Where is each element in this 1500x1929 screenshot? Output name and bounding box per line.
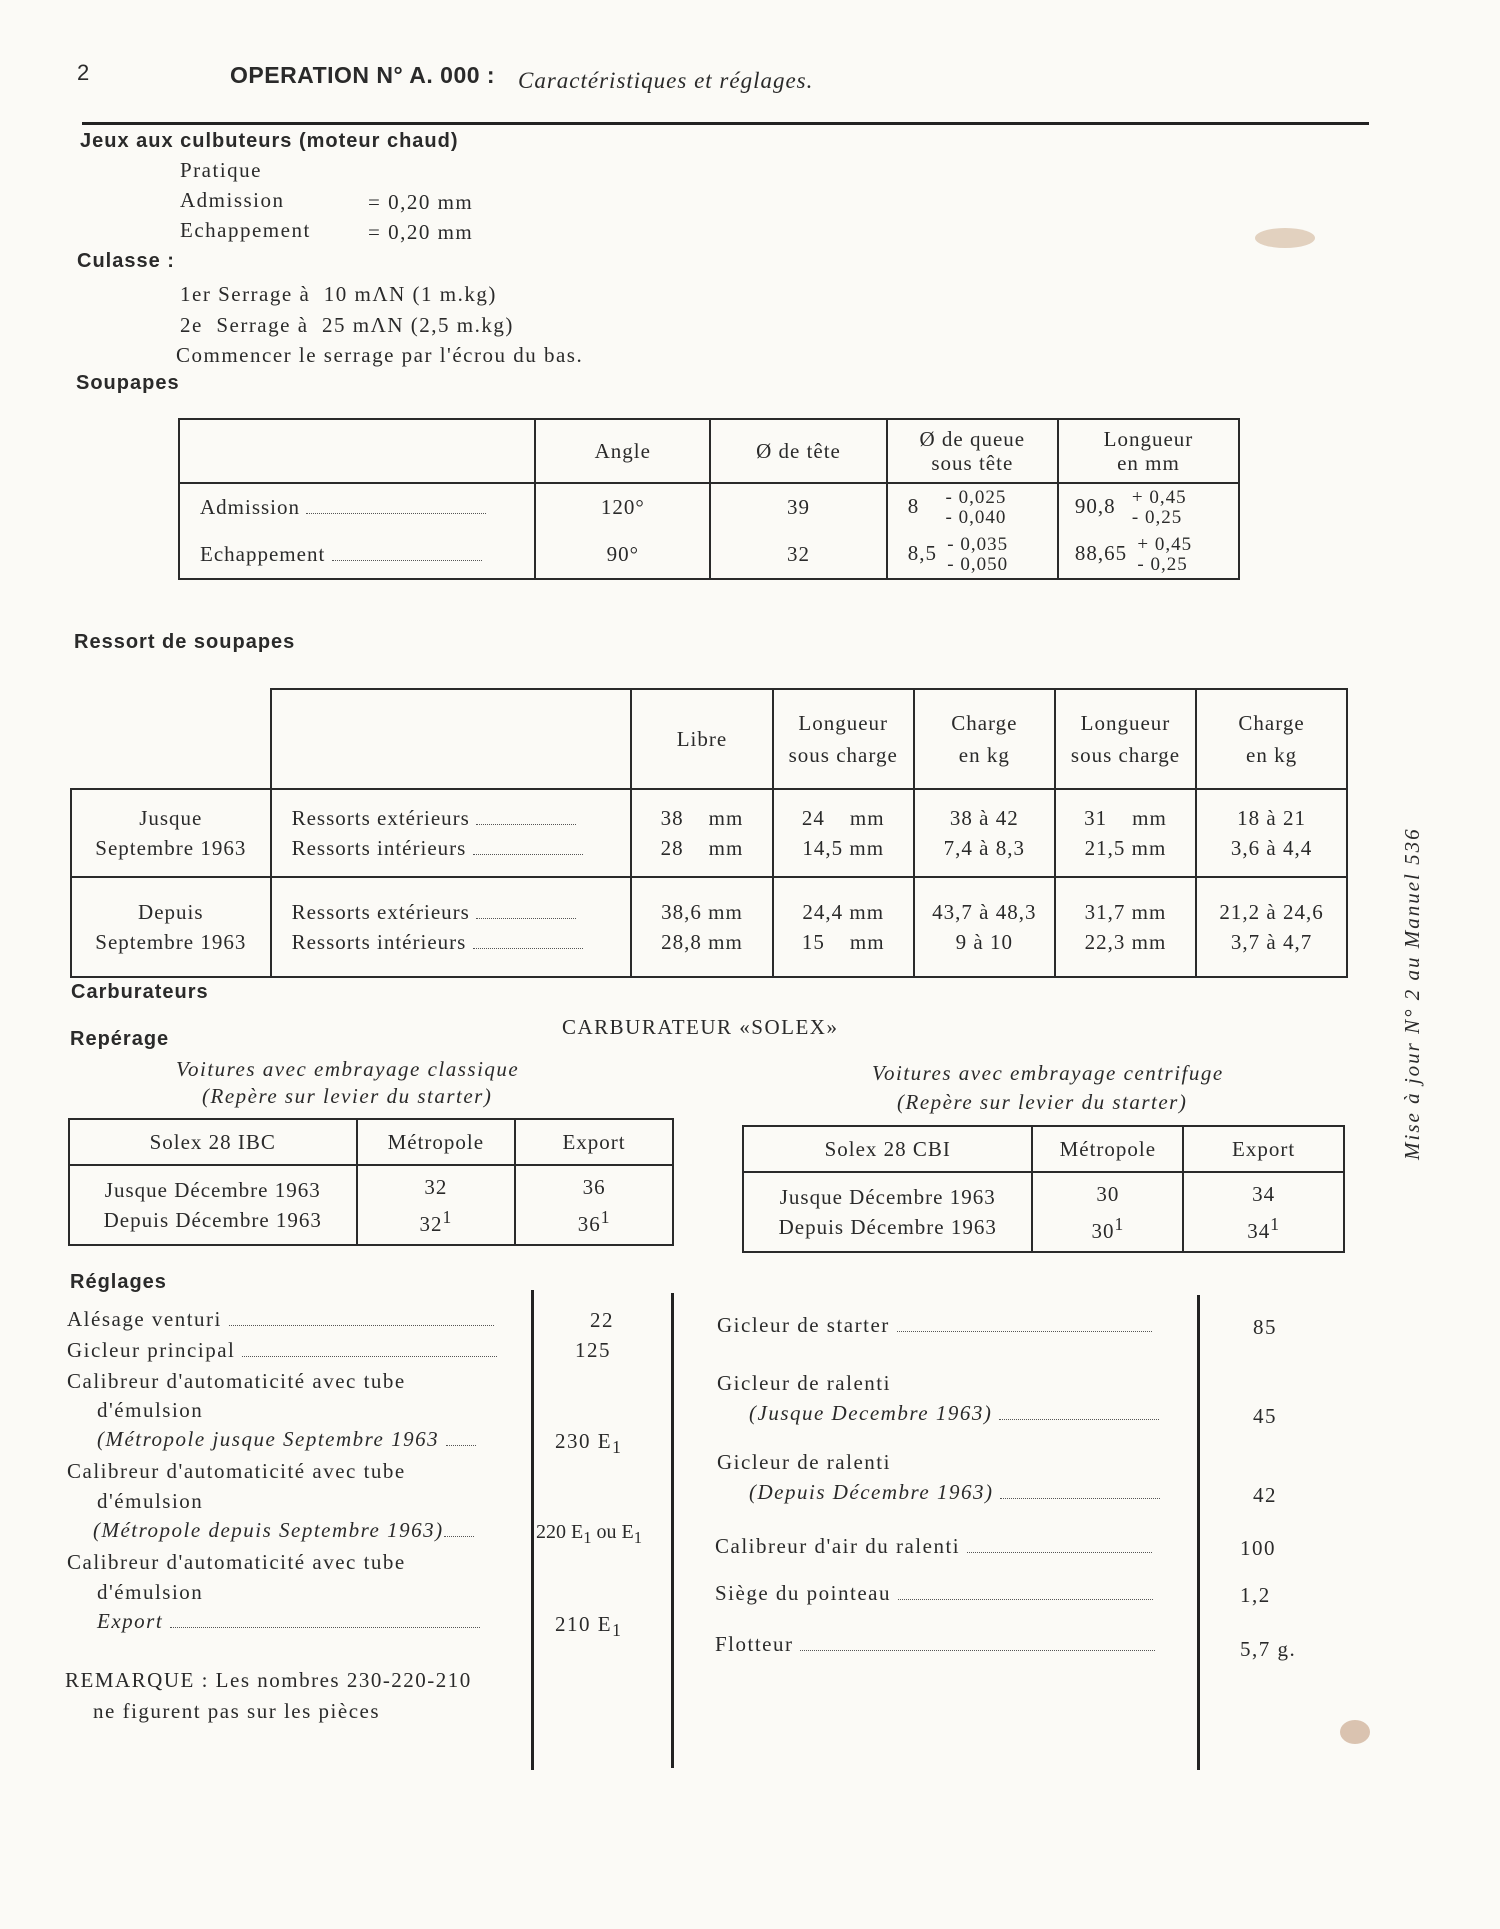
right-caption: (Repère sur levier du starter): [897, 1090, 1188, 1114]
col-header: Charge en kg: [914, 689, 1055, 789]
reglage-value: 5,7 g.: [1240, 1637, 1297, 1661]
reglage-label: (Jusque Decembre 1963): [749, 1401, 1159, 1426]
culasse-line: 1er Serrage à 10 mΛN (1 m.kg): [180, 282, 497, 306]
column-divider: [671, 1293, 674, 1768]
reglage-label: Alésage venturi: [67, 1307, 494, 1332]
ressorts-heading: Ressort de soupapes: [74, 631, 296, 653]
table-cell: Jusque Décembre 1963 Depuis Décembre 1963: [743, 1172, 1032, 1252]
column-divider: [531, 1290, 534, 1770]
col-header: Export: [515, 1119, 673, 1165]
soupapes-table: [178, 418, 1240, 580]
stain-mark: [1255, 228, 1315, 248]
admission-label: Admission: [180, 188, 285, 212]
reglage-label: Export: [97, 1609, 480, 1634]
reglage-label: Calibreur d'air du ralenti: [715, 1534, 1152, 1559]
table-cell: 34 $34^1$: [1183, 1172, 1344, 1252]
reglage-label: Flotteur: [715, 1632, 1155, 1657]
type-cell: Ressorts extérieurs Ressorts intérieurs: [271, 789, 632, 877]
header-rule: [82, 122, 1369, 125]
col-header: Charge en kg: [1196, 689, 1347, 789]
table-cell: 18 à 21 3,6 à 4,4: [1196, 789, 1347, 877]
reglage-value: 85: [1253, 1315, 1277, 1339]
table-cell: 38 à 42 7,4 à 8,3: [914, 789, 1055, 877]
table-cell: 120°: [535, 483, 710, 531]
right-caption: Voitures avec embrayage centrifuge: [872, 1061, 1224, 1085]
pratique-label: Pratique: [180, 158, 262, 182]
col-header: Ø de queue sous tête: [887, 419, 1058, 483]
culasse-line: 2e Serrage à 25 mΛN (2,5 m.kg): [180, 313, 514, 337]
solex-cbi-table: [742, 1125, 1345, 1253]
table-cell: 21,2 à 24,6 3,7 à 4,7: [1196, 877, 1347, 977]
solex-ibc-table: [68, 1118, 674, 1246]
table-cell: 36 $36^1$: [515, 1165, 673, 1245]
col-header: Longueur sous charge: [773, 689, 914, 789]
reglage-label: Gicleur de ralenti: [717, 1450, 891, 1474]
reglage-label: Calibreur d'automaticité avec tube: [67, 1369, 406, 1393]
reglage-value: 1,2: [1240, 1583, 1271, 1607]
stain-mark: [1340, 1720, 1370, 1744]
reglage-value: 230 $E_1$: [555, 1429, 623, 1458]
reglage-value: 42: [1253, 1483, 1277, 1507]
reglage-value: 220 $E_1$ ou $E_1$: [536, 1521, 643, 1547]
row-label: Echappement: [179, 531, 535, 579]
table-cell: 38 mm 28 mm: [631, 789, 772, 877]
remarque: REMARQUE : Les nombres 230-220-210: [65, 1668, 472, 1692]
reglage-label: d'émulsion: [97, 1398, 204, 1422]
culasse-heading: Culasse :: [77, 250, 175, 272]
period-cell: Jusque Septembre 1963: [71, 789, 271, 877]
reglages-heading: Réglages: [70, 1271, 167, 1293]
col-header: Ø de tête: [710, 419, 887, 483]
reperage-heading: Repérage: [70, 1028, 170, 1050]
col-header: Solex 28 IBC: [69, 1119, 357, 1165]
col-header: Longueur en mm: [1058, 419, 1239, 483]
carburateurs-heading: Carburateurs: [71, 981, 209, 1003]
reglage-value: 100: [1240, 1536, 1276, 1560]
reglage-label: Gicleur de ralenti: [717, 1371, 891, 1395]
table-cell: 31,7 mm 22,3 mm: [1055, 877, 1196, 977]
table-cell: 8 - 0,025 - 0,040: [887, 483, 1058, 531]
table-cell: 43,7 à 48,3 9 à 10: [914, 877, 1055, 977]
operation-title: OPERATION N° A. 000 :: [230, 62, 496, 88]
carburateur-title: CARBURATEUR «SOLEX»: [562, 1015, 839, 1039]
reglage-label: d'émulsion: [97, 1489, 204, 1513]
reglage-label: Gicleur principal: [67, 1338, 497, 1363]
culbuteurs-heading: Jeux aux culbuteurs (moteur chaud): [80, 130, 459, 152]
soupapes-heading: Soupapes: [76, 372, 180, 394]
col-header: Angle: [535, 419, 710, 483]
ressorts-table: [70, 688, 1348, 978]
left-caption: Voitures avec embrayage classique: [176, 1057, 520, 1081]
col-header: Export: [1183, 1126, 1344, 1172]
table-cell: 30 $30^1$: [1032, 1172, 1183, 1252]
table-cell: 38,6 mm 28,8 mm: [631, 877, 772, 977]
reglage-label: (Métropole jusque Septembre 1963: [97, 1427, 476, 1452]
reglage-label: Calibreur d'automaticité avec tube: [67, 1550, 406, 1574]
type-cell: Ressorts extérieurs Ressorts intérieurs: [271, 877, 632, 977]
table-cell: 24 mm 14,5 mm: [773, 789, 914, 877]
column-divider: [1197, 1295, 1200, 1770]
table-cell: 90°: [535, 531, 710, 579]
period-cell: Depuis Septembre 1963: [71, 877, 271, 977]
col-header: Métropole: [1032, 1126, 1183, 1172]
echappement-label: Echappement: [180, 218, 311, 242]
empty-cell: [271, 689, 632, 789]
reglage-label: (Métropole depuis Septembre 1963): [93, 1518, 474, 1543]
admission-value: = 0,20 mm: [368, 190, 474, 214]
table-cell: 32: [710, 531, 887, 579]
table-cell: 39: [710, 483, 887, 531]
reglage-label: Calibreur d'automaticité avec tube: [67, 1459, 406, 1483]
table-cell: 90,8 + 0,45 - 0,25: [1058, 483, 1239, 531]
operation-subtitle: Caractéristiques et réglages.: [518, 68, 814, 93]
page-number: 2: [77, 60, 90, 85]
reglage-value: 22: [590, 1308, 614, 1332]
table-cell: 24,4 mm 15 mm: [773, 877, 914, 977]
col-header: Métropole: [357, 1119, 516, 1165]
left-caption: (Repère sur levier du starter): [202, 1084, 493, 1108]
reglage-label: (Depuis Décembre 1963): [749, 1480, 1160, 1505]
reglage-label: Gicleur de starter: [717, 1313, 1152, 1338]
echappement-value: = 0,20 mm: [368, 220, 474, 244]
table-cell: Jusque Décembre 1963 Depuis Décembre 1963: [69, 1165, 357, 1245]
col-header: Libre: [631, 689, 772, 789]
col-header: Longueur sous charge: [1055, 689, 1196, 789]
reglage-value: 125: [575, 1338, 611, 1362]
reglage-value: 45: [1253, 1404, 1277, 1428]
empty-cell: [179, 419, 535, 483]
remarque: ne figurent pas sur les pièces: [93, 1699, 381, 1723]
reglage-label: Siège du pointeau: [715, 1581, 1153, 1606]
side-note: Mise à jour N° 2 au Manuel 536: [1400, 827, 1424, 1160]
table-cell: 8,5 - 0,035 - 0,050: [887, 531, 1058, 579]
col-header: Solex 28 CBI: [743, 1126, 1032, 1172]
reglage-label: d'émulsion: [97, 1580, 204, 1604]
row-label: Admission: [179, 483, 535, 531]
culasse-line: Commencer le serrage par l'écrou du bas.: [176, 343, 584, 367]
table-cell: 88,65 + 0,45 - 0,25: [1058, 531, 1239, 579]
table-cell: 32 $32^1$: [357, 1165, 516, 1245]
empty-cell: [71, 689, 271, 789]
reglage-value: 210 $E_1$: [555, 1612, 623, 1641]
table-cell: 31 mm 21,5 mm: [1055, 789, 1196, 877]
